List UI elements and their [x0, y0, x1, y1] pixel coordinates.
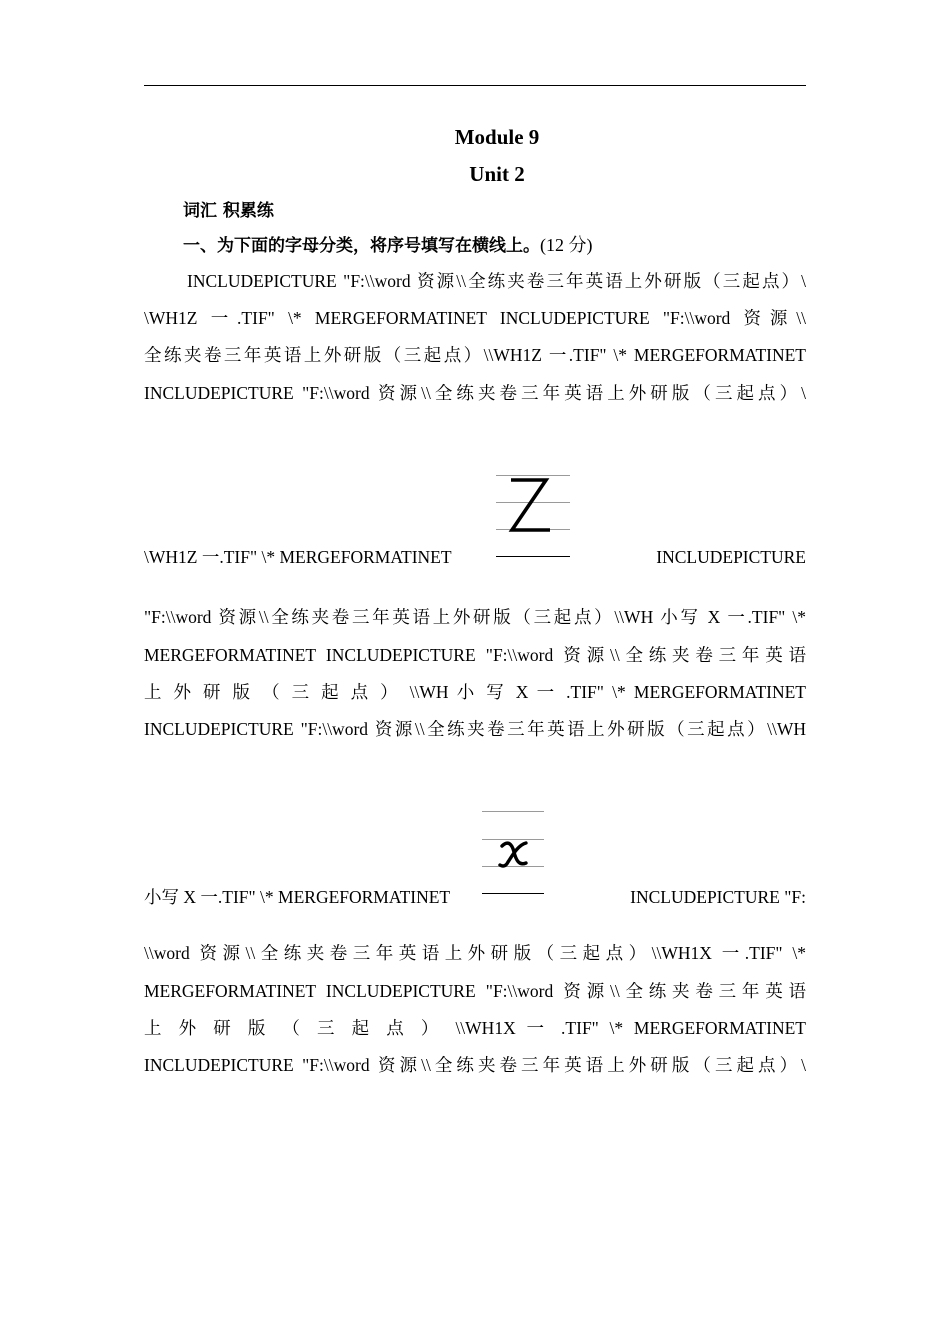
question-heading: [183, 234, 593, 257]
question-score: (12 分): [540, 235, 593, 255]
field-code-line: INCLUDEPICTURE "F:\\word 资源\\全练夹卷三年英语上外研版（三起点）\: [144, 1055, 806, 1075]
field-code-line: 上 外 研 版 （ 三 起 点 ） \\WH 小 写 X 一 .TIF" \* MERGEFORMATINET: [144, 682, 806, 702]
field-code-right: INCLUDEPICTURE "F:: [630, 887, 806, 907]
letter-x-glyph: [482, 810, 546, 896]
question-text: 一、为下面的字母分类，将序号填写在横线上。: [183, 236, 540, 256]
field-code-left: \WH1Z 一.TIF" \* MERGEFORMATINET: [144, 547, 452, 567]
field-code-line: 上 外 研 版 （ 三 起 点 ） \\WH1X 一 .TIF" \* MERGEFORMATINET: [144, 1018, 806, 1038]
field-code-line: INCLUDEPICTURE "F:\\word 资源\\全练夹卷三年英语上外研版（三起点）\: [187, 271, 806, 291]
header-rule: [144, 85, 806, 86]
field-code-left: 小写 X 一.TIF" \* MERGEFORMATINET: [144, 887, 451, 907]
field-code-line: \WH1Z 一.TIF" \* MERGEFORMATINET INCLUDEPICTURE "F:\\word 资源\\: [144, 308, 806, 328]
field-code-line: INCLUDEPICTURE "F:\\word 资源\\全练夹卷三年英语上外研版（三起点）\\WH: [144, 719, 806, 739]
letter-x-image: [482, 810, 546, 896]
module-title: Module 9: [454, 125, 540, 149]
field-code-line: [144, 545, 806, 569]
field-code-right: INCLUDEPICTURE: [656, 547, 806, 567]
field-code-line: MERGEFORMATINET INCLUDEPICTURE "F:\\word 资源\\全练夹卷三年英语: [144, 645, 806, 665]
field-code-line: "F:\\word 资源\\全练夹卷三年英语上外研版（三起点）\\WH 小写 X 一.TIF" \*: [144, 607, 806, 627]
field-code-line: INCLUDEPICTURE "F:\\word 资源\\全练夹卷三年英语上外研版（三起点）\: [144, 383, 806, 403]
field-code-line: \\word 资源\\全练夹卷三年英语上外研版（三起点）\\WH1X 一.TIF" \*: [144, 943, 806, 963]
unit-title: Unit 2: [469, 162, 525, 186]
section-heading: 词汇 积累练: [183, 201, 274, 221]
field-code-line: 全练夹卷三年英语上外研版（三起点）\\WH1Z 一.TIF" \* MERGEFORMATINET: [144, 345, 806, 365]
field-code-line: MERGEFORMATINET INCLUDEPICTURE "F:\\word 资源\\全练夹卷三年英语: [144, 981, 806, 1001]
field-code-line: [144, 885, 806, 909]
